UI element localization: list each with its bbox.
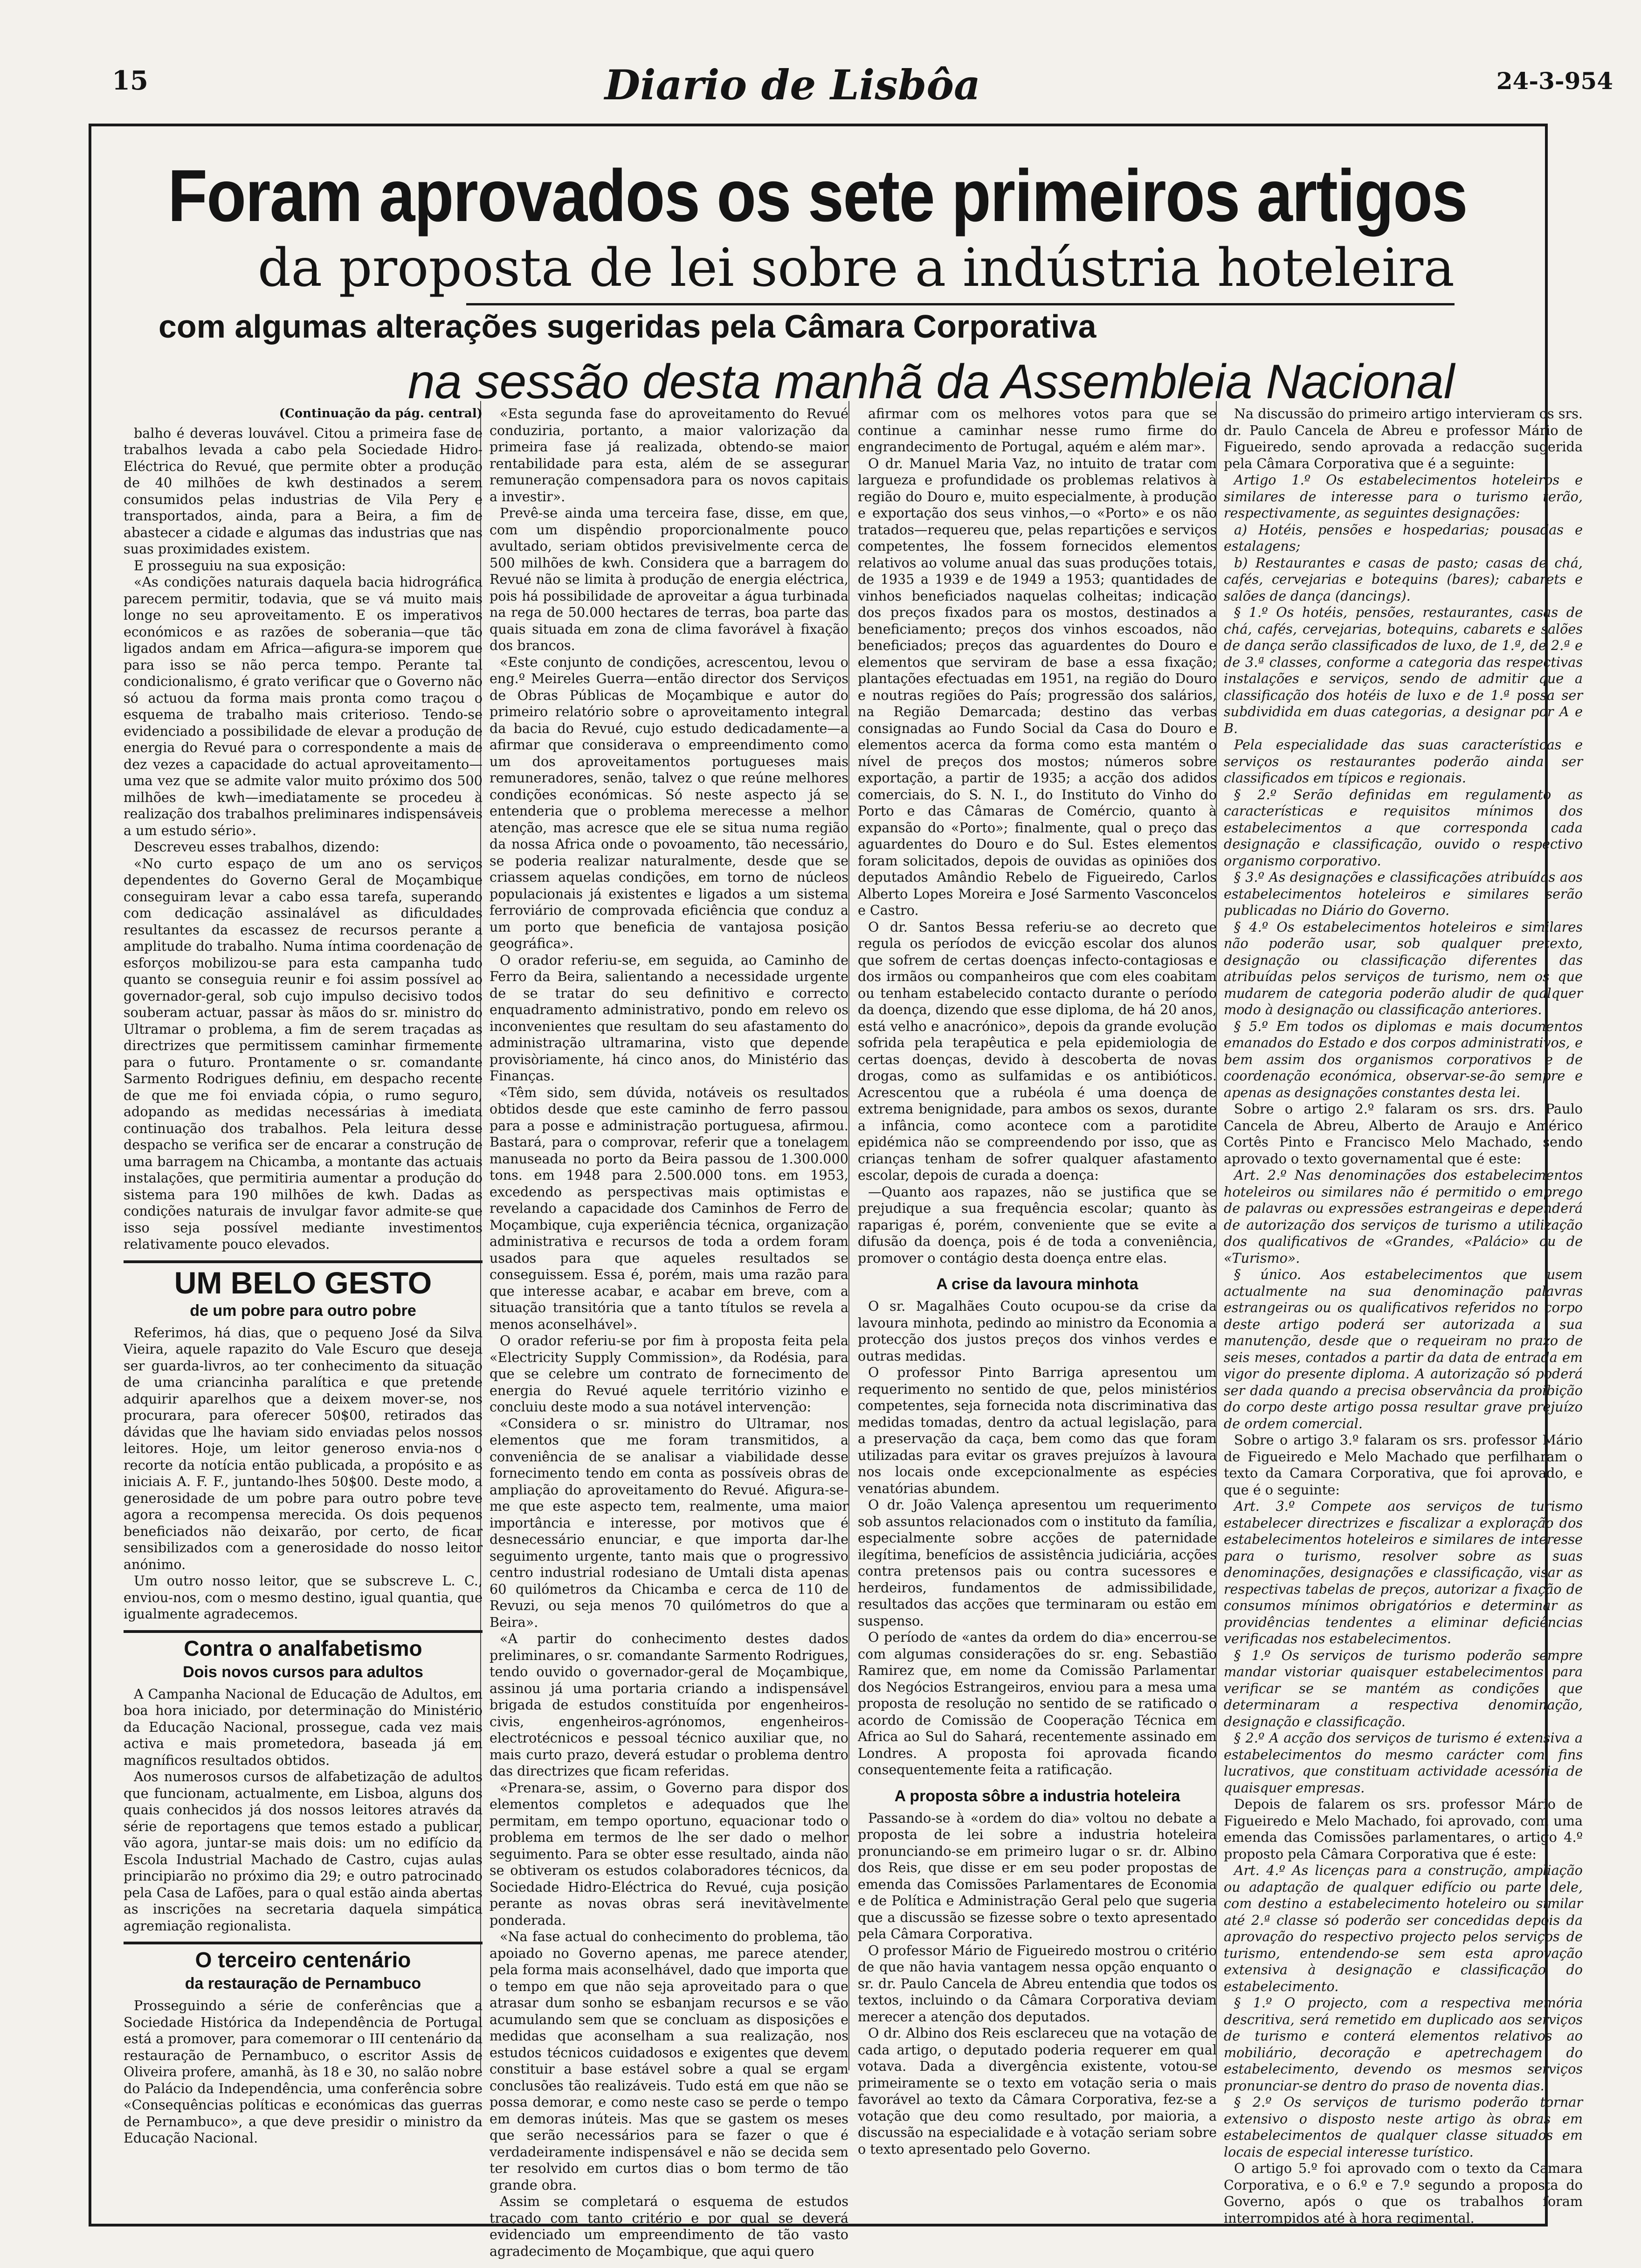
paragraph: O artigo 5.º foi aprovado com o texto da Camara Corporativa, e o 6.º e 7.º segundo a proposta do Governo, após o que os trabalhos foram interrompidos até à hora regimental. <box>1224 2160 1583 2226</box>
paragraph: «Considera o sr. ministro do Ultramar, nos elementos que me foram transmitidos, a conveniência de se analisar a viabilidade desse fornecimento tendo em conta as possíveis obras de ampliação do aproveitamento do Revué. Afigura-se-me que este aspecto tem, realmente, uma maior importância e interesse, por motivos que é desnecessário enunciar, e que importa dar-lhe seguimento urgente, tanto mais que o progressivo centro industrial rodesiano de Umtali dista apenas 60 quilómetros da Chicamba e cerca de 110 de Revuzi, ou seja menos 70 quilómetros do que a Beira». <box>490 1415 848 1630</box>
section-subtitle: Dois novos cursos para adultos <box>183 1663 423 1681</box>
paragraph: «No curto espaço de um ano os serviços dependentes do Governo Geral de Moçambique conseguiram levar a cabo essa tarefa, superando com dedicação assinalável as dificuldades resultantes da escassez de recursos perante a amplitude do trabalho. Numa íntima coordenação de esforços mobilizou-se para esta campanha tudo quanto se conseguia reunir e foi assim possível ao governador-geral, sob cujo impulso decisivo todos souberam actuar, passar às mãos do sr. ministro do Ultramar o problema, a fim de serem traçadas as directrizes que permitissem caminhar firmemente para o futuro. Prontamente o sr. comandante Sarmento Rodrigues definiu, em despacho recente de que me foi enviada cópia, o rumo seguro, adopando as medidas necessárias à imediata continuação dos trabalhos. Pela leitura desse despacho se verifica ser de encarar a construção de uma barragem na Chicamba, a montante das actuais instalações, que permitiria aumentar a produção do sistema para 190 milhões de kwh. Dadas as condições naturais de invulgar favor admite-se que isso seja possível mediante investimentos relativamente pouco elevados. <box>124 855 483 1252</box>
paragraph: Prosseguindo a série de conferências que a Sociedade Histórica da Independência de Portugal está a promover, para comemorar o III centenário da restauração de Pernambuco, o escritor Assis de Oliveira profere, amanhã, às 18 e 30, no salão nobre do Palácio da Independência, uma conferência sobre «Consequências políticas e económicas das guerras de Pernambuco», a que deve presidir o ministro da Educação Nacional. <box>124 1998 483 2146</box>
headline-deck: com algumas alterações sugeridas pela Câmara Corporativa <box>159 308 1096 345</box>
column-3 <box>858 406 1217 2157</box>
article-text: § 4.º Os estabelecimentos hoteleiros e similares não poderão usar, sob qualquer pretexto, designação ou classificação diferentes das atribuídas pelos serviços de turismo, nem os que mudarem de categoria poderão aludir de qualquer modo à designação ou classificação anteriores. <box>1224 919 1583 1017</box>
article-text: § 2.º Serão definidas em regulamento as características e requisitos mínimos dos estabelecimentos a que corresponda cada designação e classificação, ouvido o respectivo organismo corporativo. <box>1224 786 1583 869</box>
article-text: § 3.º As designações e classificações atribuídas aos estabelecimentos hoteleiros e similares serão publicadas no Diário do Governo. <box>1224 869 1583 918</box>
headline-main: Foram aprovados os sete primeiros artigos <box>168 155 1467 237</box>
section-terceiro-centenario <box>124 1942 483 1994</box>
column-divider <box>848 401 849 2070</box>
section-title: UM BELO GESTO <box>174 1265 432 1300</box>
paragraph: —Quanto aos rapazes, não se justifica que se prejudique a sua frequência escolar; quanto às raparigas é, porém, conveniente que se evite a difusão da doença, pois é de toda a conveniência, promover o contágio desta doença entre elas. <box>858 1183 1217 1266</box>
section-title: O terceiro centenário <box>195 1948 411 1972</box>
article-text: a) Hotéis, pensões e hospedarias; pousadas e estalagens; <box>1224 521 1583 554</box>
article-text: Artigo 1.º Os estabelecimentos hoteleiros e similares de interesse para o turismo terão, respectivamente, as seguintes designações: <box>1224 472 1583 521</box>
paragraph: Assim se completará o esquema de estudos traçado com tanto critério e por qual se deverá evidenciado um empreendimento de tão vasto agradecimento de Moçambique, que aqui quero <box>490 2193 848 2259</box>
section-belo-gesto <box>124 1260 483 1321</box>
page-number: 15 <box>112 65 148 96</box>
paragraph: Referimos, há dias, que o pequeno José da Silva Vieira, aquele rapazito do Vale Escuro que deseja ser guarda-livros, ao ter conhecimento da situação de uma criancinha paralítica e que pretende adquirir aparelhos que a deixem mover-se, nos procurara, para oferecer 50$00, retirados das dávidas que lhe haviam sido enviadas pelos nossos leitores. Hoje, um leitor generoso envia-nos o recorte da notícia então publicada, a propósito e as iniciais A. F. F., juntando-lhes 50$00. Deste modo, a generosidade de um pobre para outro pobre teve agora a recompensa merecida. Os dois pequenos beneficiados não deixarão, por certo, de ficar sensibilizados com a generosidade do nosso leitor anónimo. <box>124 1324 483 1572</box>
section-subtitle: da restauração de Pernambuco <box>185 1975 421 1992</box>
paragraph: Um outro nosso leitor, que se subscreve L. C., enviou-nos, com o mesmo destino, igual quantia, que igualmente agradecemos. <box>124 1573 483 1622</box>
paragraph: O professor Mário de Figueiredo mostrou o critério de que não havia vantagem nessa opção enquanto o sr. dr. Paulo Cancela de Abreu entendia que todos os textos, incluindo o da Câmara Corporativa deviam merecer a atenção dos deputados. <box>858 1942 1217 2025</box>
paragraph: O dr. Santos Bessa referiu-se ao decreto que regula os períodos de evicção escolar dos alunos que sofrem de certas doenças infecto-contagiosas e dos irmãos ou companheiros que com eles coabitam ou tenham estabelecido contacto durante o período da doença, dizendo que esse diploma, de há 20 anos, está velho e anacrónico», depois da grande evolução sofrida pela terapêutica e pela epidemiologia de certas doenças, devido à descoberta de novas drogas, como as sulfamidas e os antibióticos. Acrescentou que a rubéola é uma doença de extrema benignidade, para ambos os sexos, durante a infância, como acontece com a parotidite epidémica não se compreendendo por isso, que as crianças tenham de sofrer qualquer afastamento escolar, depois de curada a doença: <box>858 919 1217 1183</box>
column-1 <box>124 406 483 2147</box>
article-text: § 1.º Os hotéis, pensões, restaurantes, casas de chá, cafés, cervejarias, botequins, cabarets e salões de dança serão classificados de luxo, de 1.ª, de 2.ª e de 3.ª classes, conforme a categoria das respectivas instalações e serviços, sendo de admitir que a classificação dos hotéis de luxo e de 1.ª possa ser subdividida em duas categorias, a designar por A e B. <box>1224 604 1583 736</box>
paragraph: «Este conjunto de condições, acrescentou, levou o eng.º Meireles Guerra—então director dos Serviços de Obras Públicas de Moçambique e autor do primeiro relatório sobre o aproveitamento integral da bacia do Revué, cujo estudo dedicadamente—a afirmar que considerava o empreendimento como um dos aproveitamentos portugueses mais remuneradores, senão, talvez o que reúne melhores condições económicas. Só neste aspecto já se entenderia que o problema merecesse a melhor atenção, mas acresce que ele se situa numa região da nossa Africa onde o povoamento, tão necessário, se poderia realizar naturalmente, desde que se criassem aquelas condições, em torno de núcleos populacionais já existentes e ligados a um sistema ferroviário de comprovada eficiência que conduz a um porto que beneficia de vantajosa posição geográfica». <box>490 654 848 951</box>
paragraph: A Campanha Nacional de Educação de Adultos, em boa hora iniciado, por determinação do Ministério da Educação Nacional, prossegue, cada vez mais activa e mais prometedora, baseada já em magníficos resultados obtidos. <box>124 1686 483 1768</box>
paragraph: O sr. Magalhães Couto ocupou-se da crise da lavoura minhota, pedindo ao ministro da Economia a protecção dos justos preços dos vinhos verdes e outras medidas. <box>858 1298 1217 1364</box>
paragraph: «Esta segunda fase do aproveitamento do Revué conduziria, portanto, a maior valorização da primeira fase já realizada, obtendo-se maior rentabilidade para esta, além de se assegurar remuneração compensadora para os novos capitais a investir». <box>490 406 848 505</box>
article-text: § único. Aos estabelecimentos que usem actualmente na sua denominação palavras estrangeiras ou os qualificativos referidos no corpo deste artigo poderá ser autorizada a sua manutenção, desde que o requeiram no prazo de seis meses, contados a partir da data de entrada em vigor do presente diploma. A autorização só poderá ser dada quando a precisa observância da proibição do corpo deste artigo possa resultar grave prejuízo de ordem comercial. <box>1224 1266 1583 1431</box>
article-text: § 1.º Os serviços de turismo poderão sempre mandar vistoriar quaisquer estabelecimentos para verificar se se mantém as condições que determinaram a respectiva denominação, designação e classificação. <box>1224 1647 1583 1729</box>
article-text: § 2.º A acção dos serviços de turismo é extensiva a estabelecimentos do mesmo carácter com fins lucrativos, que constituam actividade acessória de quaisquer empresas. <box>1224 1730 1583 1796</box>
article-text: Art. 4.º As licenças para a construção, ampliação ou adaptação de qualquer edifício ou parte dele, com destino a estabelecimento hoteleiro ou similar até 2.ª classe só poderão ser concedidas depois da aprovação do respectivo projecto pelos serviços de turismo, entendendo-se sem esta aprovação extensiva à designação e classificação do estabelecimento. <box>1224 1862 1583 1994</box>
column-2 <box>490 406 848 2260</box>
paragraph: O orador referiu-se, em seguida, ao Caminho de Ferro da Beira, salientando a necessidade urgente de se tratar do seu definitivo e correcto enquadramento administrativo, pondo em relevo os inconvenientes que resultam do seu afastamento do administração ultramarina, visto que depende provisòriamente, há cinco anos, do Ministério das Finanças. <box>490 952 848 1084</box>
paragraph: Prevê-se ainda uma terceira fase, disse, em que, com um dispêndio proporcionalmente pouco avultado, seriam obtidos previsivelmente cerca de 500 milhões de kwh. Considera que a barragem do Revué não se limita à produção de energia eléctrica, pois há possibilidade de aproveitar a água turbinada na rega de 50.000 hectares de terras, boa parte das quais situada em zona de clima favorável à fixação dos brancos. <box>490 505 848 653</box>
subheading-industria-hoteleira: A proposta sôbre a industria hoteleira <box>894 1787 1180 1805</box>
paragraph: O dr. Manuel Maria Vaz, no intuito de tratar com largueza e profundidade os problemas relativos à região do Douro e, muito especialmente, à produção e exportação dos seus vinhos,—o «Porto» e os não tratados—requereu que, pelas repartições e serviços competentes, lhe fossem fornecidos elementos relativos ao volume anual das suas produções totais, de 1935 a 1939 e de 1949 a 1953; quantidades de vinhos beneficiados naquelas colheitas; indicação dos preços fixados para os mostos, destinados a beneficiamento; preços dos vinhos escoados, não beneficiados; preços das aguardentes do Douro e elementos que serviram de base a essa fixação; plantações efectuadas em 1951, na região do Douro e noutras regiões do País; progressão dos salários, na Região Demarcada; destino das verbas consignadas ao Fundo Social da Casa do Douro e elementos acerca da forma como esta mantém o nível de preços dos mostos; números sobre exportação, a partir de 1935; a acção dos adidos comerciais, do S. N. I., do Instituto do Vinho do Porto e das Câmaras de Comércio, quanto à expansão do «Porto»; finalmente, qual o preço das aguardentes do Douro e do Sul. Estes elementos foram solicitados, depois de ouvidas as opiniões dos deputados Amândio Rebelo de Figueiredo, Carlos Alberto Lopes Moreira e José Sarmento Vasconcelos e Castro. <box>858 455 1217 918</box>
subheading-crise-lavoura: A crise da lavoura minhota <box>936 1275 1138 1293</box>
paragraph: Passando-se à «ordem do dia» voltou no debate a proposta de lei sobre a industria hoteleira pronunciando-se em primeiro lugar o sr. dr. Albino dos Reis, que disse er em seu poder propostas de emenda das Comissões Parlamentares de Economia e de Política e Administração Geral pelo que sugeria que a discussão se fizesse sobre o texto apresentado pela Câmara Corporativa. <box>858 1810 1217 1942</box>
paragraph: afirmar com os melhores votos para que se continue a caminhar nesse rumo firme do engrandecimento de Portugal, aquém e além mar». <box>858 406 1217 455</box>
continuation-note: (Continuação da pág. central) <box>279 407 483 421</box>
issue-date: 24-3-954 <box>1496 67 1613 95</box>
paragraph: O período de «antes da ordem do dia» encerrou-se com algumas considerações do sr. eng. Sebastião Ramirez que, em nome da Comissão Parlamentar dos Negócios Estrangeiros, enviou para a mesa uma proposta de resolução no sentido de se ratificado o acordo de Comissão de Cooperação Técnica em Africa ao Sul do Sahará, recentemente assinado em Londres. A proposta foi aprovada ficando consequentemente feita a ratificação. <box>858 1629 1217 1777</box>
article-text: Art. 2.º Nas denominações dos estabelecimentos hoteleiros ou similares não é permitido o emprego de palavras ou expressões estrangeiras e dependerá de autorização dos serviços de turismo a utilização dos qualificativos de «Grandes, «Palácio» ou de «Turismo». <box>1224 1167 1583 1266</box>
newspaper-title: Diario de Lisbôa <box>604 61 981 109</box>
article-text: § 2.º Os serviços de turismo poderão tornar extensivo o disposto neste artigo às obras em estabelecimentos de qualquer classe situados em locais de especial interesse turístico. <box>1224 2094 1583 2160</box>
paragraph: «A partir do conhecimento destes dados preliminares, o sr. comandante Sarmento Rodrigues, tendo ouvido o governador-geral de Moçambique, assinou já uma portaria criando a indispensável brigada de estudos constituída por engenheiros-civis, engenheiros-agrónomos, engenheiros-electrotécnicos e pessoal técnico auxiliar que, no mais curto prazo, deverá estudar o problema dentro das directrizes que ficam referidas. <box>490 1631 848 1779</box>
paragraph: «Prenara-se, assim, o Governo para dispor dos elementos completos e adequados que lhe permitam, em tempo oportuno, equacionar todo o problema em termos de lhe ser dado o melhor seguimento. Para se obter esse resultado, ainda não se obtiveram os estudos colaboradores técnicos, da Sociedade Hidro-Eléctrica do Revué, cuja posição perante as novas obras será inevitàvelmente ponderada. <box>490 1779 848 1928</box>
article-text: § 5.º Em todos os diplomas e mais documentos emanados do Estado e dos corpos administrativos, e bem assim dos organismos corporativos e de coordenação económica, observar-se-ão sempre e apenas as designações constantes desta lei. <box>1224 1018 1583 1100</box>
article-text: Pela especialidade das suas características e serviços os restaurantes poderão ainda ser classificados em típicos e regionais. <box>1224 737 1583 786</box>
section-title: Contra o analfabetismo <box>184 1636 422 1660</box>
paragraph: O orador referiu-se por fim à proposta feita pela «Electricity Supply Commission», da Rodésia, para que se celebre um contrato de fornecimento de energia do Revué aquele território vizinho e concluiu deste modo a sua notável intervenção: <box>490 1333 848 1415</box>
masthead <box>112 61 1613 117</box>
column-4 <box>1224 406 1583 2227</box>
paragraph: Depois de falarem os srs. professor Mário de Figueiredo e Melo Machado, foi aprovado, com uma emenda das Comissões parlamentares, o artigo 4.º proposto pela Câmara Corporativa que é este: <box>1224 1796 1583 1862</box>
paragraph: Na discussão do primeiro artigo intervieram os srs. dr. Paulo Cancela de Abreu e professor Mário de Figueiredo, sendo aprovada a redacção sugerida pela Câmara Corporativa que é a seguinte: <box>1224 406 1583 471</box>
article-text: Art. 3.º Compete aos serviços de turismo estabelecer directrizes e fiscalizar a exploração dos estabelecimentos hoteleiros e similares de interesse para o turismo, resolver sobre as suas denominações, designações e classificação, visar as respectivas tabelas de preços, autorizar a fixação de consumos mínimos obrigatórios e determinar as providências tendentes a eliminar deficiências verificadas nos estabelecimentos. <box>1224 1498 1583 1646</box>
paragraph: O dr. João Valença apresentou um requerimento sob assuntos relacionados com o instituto da família, especialmente sobre acções de paternidade ilegítima, benefícios de assistência judiciária, acções contra pretensos pais ou contra sucessores e herdeiros, fundamentos de admissibilidade, resultados das acções que terminaram ou estão em suspenso. <box>858 1497 1217 1629</box>
paragraph: balho é deveras louvável. Citou a primeira fase de trabalhos levada a cabo pela Sociedade Hidro-Eléctrica do Revué, que permite obter a produção de 40 milhões de kwh destinados a serem consumidos pelas industrias de Vila Pery e transportados, ainda, para a Beira, a fim de abastecer a cidade e algumas das industrias que nas suas proximidades existem. <box>124 425 483 557</box>
paragraph: Aos numerosos cursos de alfabetização de adultos que funcionam, actualmente, em Lisboa, alguns dos quais conhecidos já dos nossos leitores através da série de reportagens que temos estado a publicar, vão agora, juntar-se mais dois: um no edifício da Escola Industrial Machado de Castro, cujas aulas principiarão no próximo dia 29; e outro patrocinado pela Casa de Lafões, para o qual estão ainda abertas as inscrições na secretaria daquela simpática agremiação regionalista. <box>124 1769 483 1934</box>
paragraph: E prosseguiu na sua exposição: <box>134 557 346 574</box>
paragraph: «As condições naturais daquela bacia hidrográfica parecem permitir, todavia, que se vá muito mais longe no seu aproveitamento. E os imperativos económicos e as razões de soberania—que tão ligados andam em Africa—afigura-se imporem que para isso se não perca tempo. Perante tal condicionalismo, é grato verificar que o Governo não só actuou da forma mais pronta como traçou o esquema de trabalho mais criterioso. Tendo-se evidenciado a possibilidade de elevar a produção de energia do Revué para o correspondente a mais de dez vezes a capacidade do actual aproveitamento—uma vez que se admite valor muito próximo dos 500 milhões de kwh—imediatamente se procedeu à realização dos trabalhos preliminares indispensáveis a um estudo sério». <box>124 574 483 838</box>
headline-sub: da proposta de lei sobre a indústria hoteleira <box>257 238 1455 298</box>
article-text: b) Restaurantes e casas de pasto; casas de chá, cafés, cervejarias e botequins (bares); cabarets e salões de dança (dancings). <box>1224 554 1583 604</box>
section-subtitle: de um pobre para outro pobre <box>190 1301 416 1320</box>
paragraph: O dr. Albino dos Reis esclareceu que na votação de cada artigo, o deputado poderia requerer em qual votava. Dada a divergência existente, votou-se primeiramente se o texto em votação seria o mais favorável ao texto da Câmara Corporativa, fez-se a votação que deu como resultado, por maioria, a discussão na especialidade e à votação seriam sobre o texto apresentado pelo Governo. <box>858 2025 1217 2157</box>
section-analfabetismo <box>124 1630 483 1682</box>
paragraph: Sobre o artigo 2.º falaram os srs. drs. Paulo Cancela de Abreu, Alberto de Araujo e Américo Cortês Pinto e Francisco Melo Machado, sendo aprovado o texto governamental que é este: <box>1224 1101 1583 1167</box>
article-text: § 1.º O projecto, com a respectiva memória descritiva, será remetido em duplicado aos serviços de turismo e conterá elementos relativos ao mobiliário, decoração e apetrechagem do estabelecimento, devendo os mesmos serviços pronunciar-se dentro do praso de noventa dias. <box>1224 1995 1583 2094</box>
headline-rule <box>466 303 1455 305</box>
headline-italic: na sessão desta manhã da Assembleia Nacional <box>407 355 1455 409</box>
paragraph: «Na fase actual do conhecimento do problema, tão apoiado no Governo apenas, me parece atender, pela forma mais aconselhável, dado que importa que o tempo em que não seja aproveitado para o que atrasar dum sonho se esbanjam recursos e se vão acumulando sem que se concluam as disposições e medidas que aconselham a sua realização, nos estudos técnicos cuidadosos e exigentes que devem constituir a base estável sobre a qual se ergam conclusões tão realizáveis. Tudo está em que não se possa demorar, e como neste caso se perde o tempo em demoras inúteis. Mas que se gastem os meses que serão necessários para se fazer o que é verdadeiramente indispensável e não se decida sem ter resolvido em curtos dias o bom termo de tão grande obra. <box>490 1929 848 2193</box>
paragraph: Sobre o artigo 3.º falaram os srs. professor Mário de Figueiredo e Melo Machado que perfilharam o texto da Camara Corporativa, que foi aprovado, e que é o seguinte: <box>1224 1432 1583 1498</box>
paragraph: Descreveu esses trabalhos, dizendo: <box>134 839 379 855</box>
paragraph: O professor Pinto Barriga apresentou um requerimento no sentido de que, pelos ministérios competentes, seja fornecida nota discriminativa das medidas tomadas, dentro da actual legislação, para a preservação da caça, bem como das que foram utilizadas para evitar os graves prejuízos à lavoura nos locais onde excepcionalmente as espécies venatórias abundem. <box>858 1364 1217 1496</box>
paragraph: «Têm sido, sem dúvida, notáveis os resultados obtidos desde que este caminho de ferro passou para a posse e administração portuguesa, afirmou. Bastará, para o comprovar, referir que a tonelagem manuseada no porto da Beira passou de 1.300.000 tons. em 1948 para 2.500.000 tons. em 1953, excedendo as perspectivas mais optimistas e revelando a capacidade dos Caminhos de Ferro de Moçambique, cuja experiência técnica, organização administrativa e recursos de toda a ordem foram usados para que aqueles resultados se conseguissem. Essa é, porém, mais uma razão para que interesse acabar, e acabar em breve, com a situação transitória que a tanto títulos se revela a menos aconselhável». <box>490 1084 848 1332</box>
